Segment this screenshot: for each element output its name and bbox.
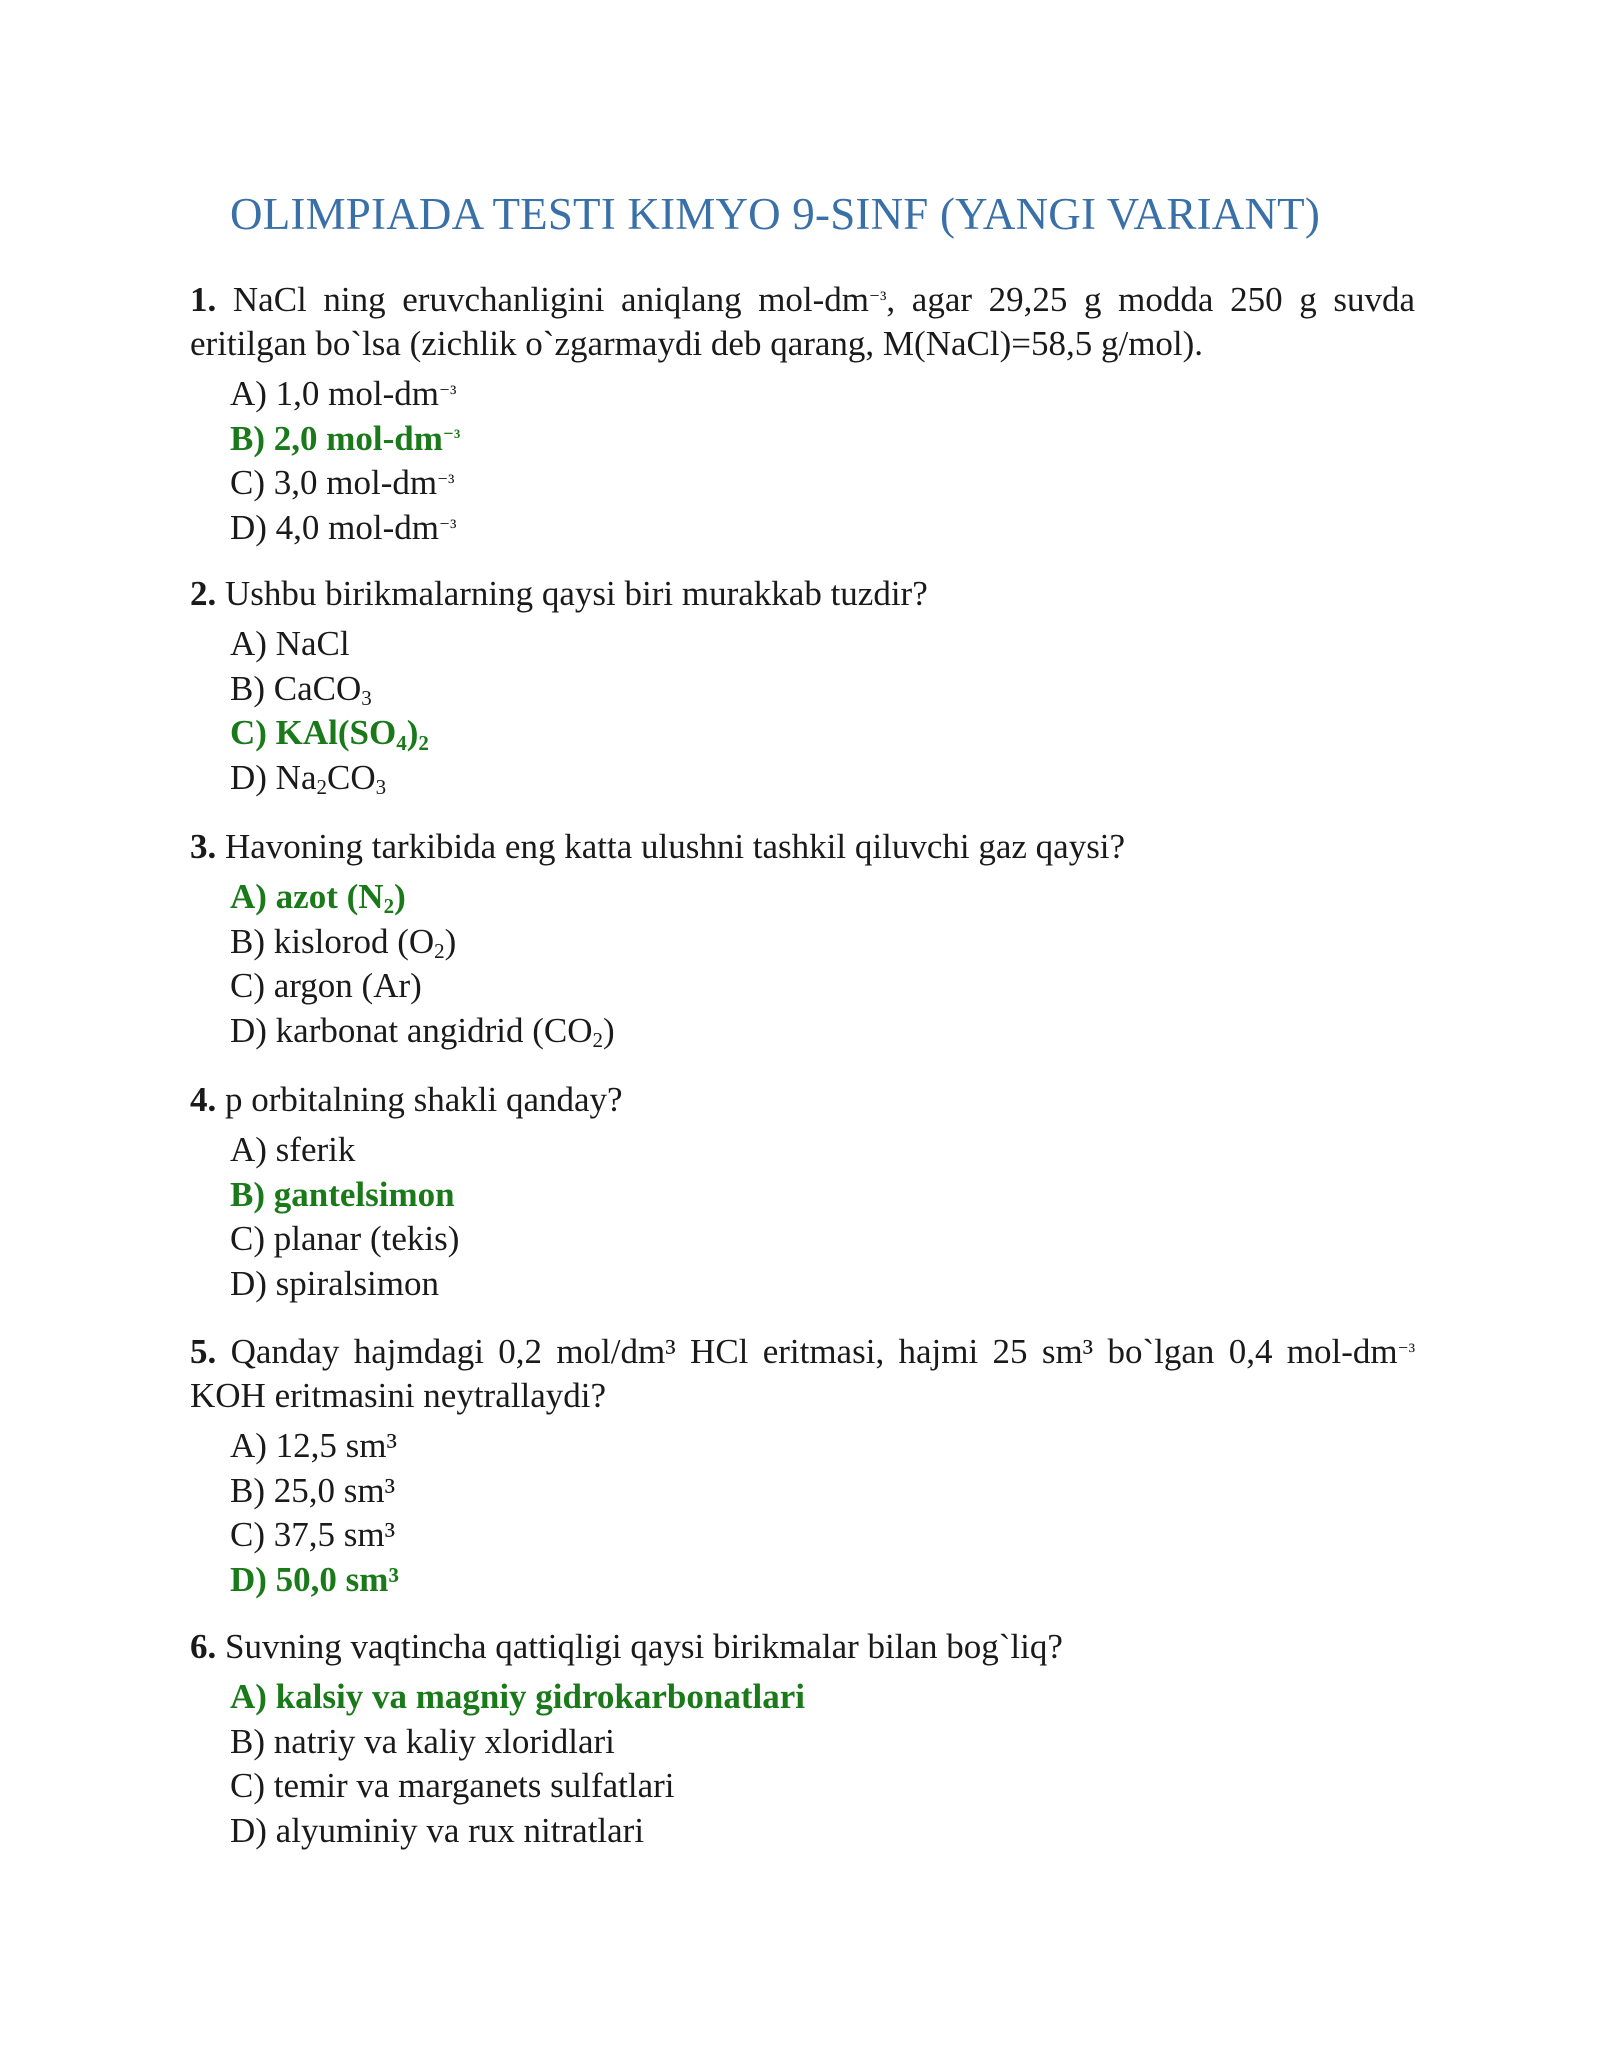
page-title: OLIMPIADA TESTI KIMYO 9-SINF (YANGI VARIANT) [230, 189, 1321, 239]
text-run: A) kalsiy va magniy gidrokarbonatlari [230, 1677, 805, 1716]
options-list [230, 1675, 1415, 1854]
text-run: ) [394, 877, 406, 916]
subscript: 2 [418, 730, 429, 755]
answer-option [230, 1424, 1415, 1469]
question-stem [216, 1080, 622, 1119]
text-run: ) [406, 713, 419, 753]
options-list [230, 1424, 1415, 1603]
question-stem [190, 1332, 1415, 1415]
answer-option-correct [230, 1173, 1415, 1218]
text-run: D) 50,0 sm³ [230, 1560, 399, 1600]
question-text [190, 1625, 1415, 1669]
text-run: B) 2,0 mol-dm [230, 418, 443, 458]
subscript: 4 [396, 730, 407, 755]
subscript: 2 [434, 938, 445, 963]
question-stem [216, 827, 1125, 866]
answer-option [230, 920, 1415, 965]
answer-option [230, 1128, 1415, 1173]
text-run: A) azot (N [230, 877, 384, 916]
text-run: Qanday hajmdagi 0,2 mol/dm³ HCl eritmasi, hajmi 25 sm³ bo`lgan 0,4 mol-dm [216, 1332, 1398, 1371]
question-stem [216, 574, 928, 613]
answer-option [230, 1809, 1415, 1854]
answer-option [230, 1469, 1415, 1514]
question-number: 5. [190, 1332, 217, 1371]
question-text [190, 825, 1415, 869]
question-stem [216, 1627, 1063, 1666]
subscript: 3 [375, 775, 387, 800]
question-text [190, 278, 1415, 366]
subscript: 3 [361, 685, 372, 710]
text-run: C) 37,5 sm³ [230, 1515, 396, 1555]
superscript: ⁻³ [869, 286, 887, 311]
subscript: 2 [592, 1028, 604, 1053]
answer-option-correct [230, 711, 1415, 756]
text-run: , agar 29,25 g modda 250 g suvda eritilgan bo`lsa (zichlik o`zgarmaydi deb qarang, M(NaCl)=58,5 g/mol). [190, 280, 1415, 363]
question-text [190, 572, 1415, 616]
superscript: ⁻³ [442, 425, 461, 450]
text-run: Suvning vaqtincha qattiqligi qaysi birikmalar bilan bog`liq? [216, 1627, 1063, 1666]
text-run: A) 12,5 sm³ [230, 1426, 398, 1465]
question-1 [190, 278, 1415, 551]
answer-option [230, 756, 1415, 801]
answer-option [230, 461, 1415, 506]
answer-option-correct [230, 417, 1415, 462]
text-run: B) CaCO [230, 668, 362, 708]
answer-option-correct [230, 1675, 1415, 1720]
answer-option-correct [230, 875, 1415, 920]
text-run: C) planar (tekis) [230, 1219, 460, 1259]
text-run: Havoning tarkibida eng katta ulushni tashkil qiluvchi gaz qaysi? [216, 827, 1126, 866]
question-text [190, 1330, 1415, 1418]
text-run: NaCl ning eruvchanligini aniqlang mol-dm [216, 280, 870, 319]
text-run: A) 1,0 mol-dm [230, 374, 440, 413]
question-text [190, 1078, 1415, 1122]
question-number: 3. [190, 827, 217, 866]
text-run: ) [603, 1011, 615, 1051]
text-run: C) temir va marganets sulfatlari [230, 1766, 675, 1806]
text-run: D) Na [230, 758, 317, 798]
text-run: B) 25,0 sm³ [230, 1470, 396, 1510]
text-run: D) spiralsimon [230, 1264, 440, 1304]
answer-option [230, 622, 1415, 667]
question-stem [190, 280, 1415, 363]
text-run: A) sferik [230, 1130, 356, 1169]
text-run: C) argon (Ar) [230, 966, 422, 1006]
answer-option [230, 667, 1415, 712]
text-run: p orbitalning shakli qanday? [216, 1080, 623, 1119]
answer-option [230, 506, 1415, 551]
subscript: 2 [383, 894, 395, 919]
text-run: C) KAl(SO [230, 713, 397, 753]
text-run: ) [444, 921, 457, 961]
text-run: Ushbu birikmalarning qaysi biri murakkab tuzdir? [216, 574, 928, 613]
text-run: B) natriy va kaliy xloridlari [230, 1721, 615, 1761]
options-list [230, 622, 1415, 801]
text-run: D) alyuminiy va rux nitratlari [230, 1811, 645, 1851]
question-3 [190, 825, 1415, 1054]
subscript: 2 [316, 775, 327, 800]
superscript: ⁻³ [1397, 1338, 1415, 1363]
answer-option [230, 1720, 1415, 1765]
question-4 [190, 1078, 1415, 1307]
options-list [230, 875, 1415, 1054]
text-run: D) 4,0 mol-dm [230, 508, 440, 548]
answer-option [230, 1764, 1415, 1809]
answer-option [230, 964, 1415, 1009]
question-number: 2. [190, 574, 217, 613]
text-run: CO [327, 758, 376, 798]
question-6 [190, 1625, 1415, 1854]
answer-option [230, 1262, 1415, 1307]
text-run: KOH eritmasini neytrallaydi? [190, 1376, 606, 1415]
answer-option-correct [230, 1558, 1415, 1603]
superscript: ⁻³ [439, 380, 457, 405]
options-list [230, 372, 1415, 551]
question-5 [190, 1330, 1415, 1603]
question-number: 6. [190, 1627, 217, 1666]
answer-option [230, 1009, 1415, 1054]
answer-option [230, 1513, 1415, 1558]
text-run: D) karbonat angidrid (CO [230, 1011, 593, 1051]
text-run: B) kislorod (O [230, 921, 435, 961]
question-number: 4. [190, 1080, 217, 1119]
answer-option [230, 1217, 1415, 1262]
superscript: ⁻³ [437, 470, 455, 495]
superscript: ⁻³ [439, 514, 457, 539]
answer-option [230, 372, 1415, 417]
options-list [230, 1128, 1415, 1307]
text-run: B) gantelsimon [230, 1174, 455, 1214]
question-number: 1. [190, 280, 217, 319]
question-2 [190, 572, 1415, 801]
text-run: C) 3,0 mol-dm [230, 463, 438, 503]
text-run: A) NaCl [230, 624, 350, 663]
